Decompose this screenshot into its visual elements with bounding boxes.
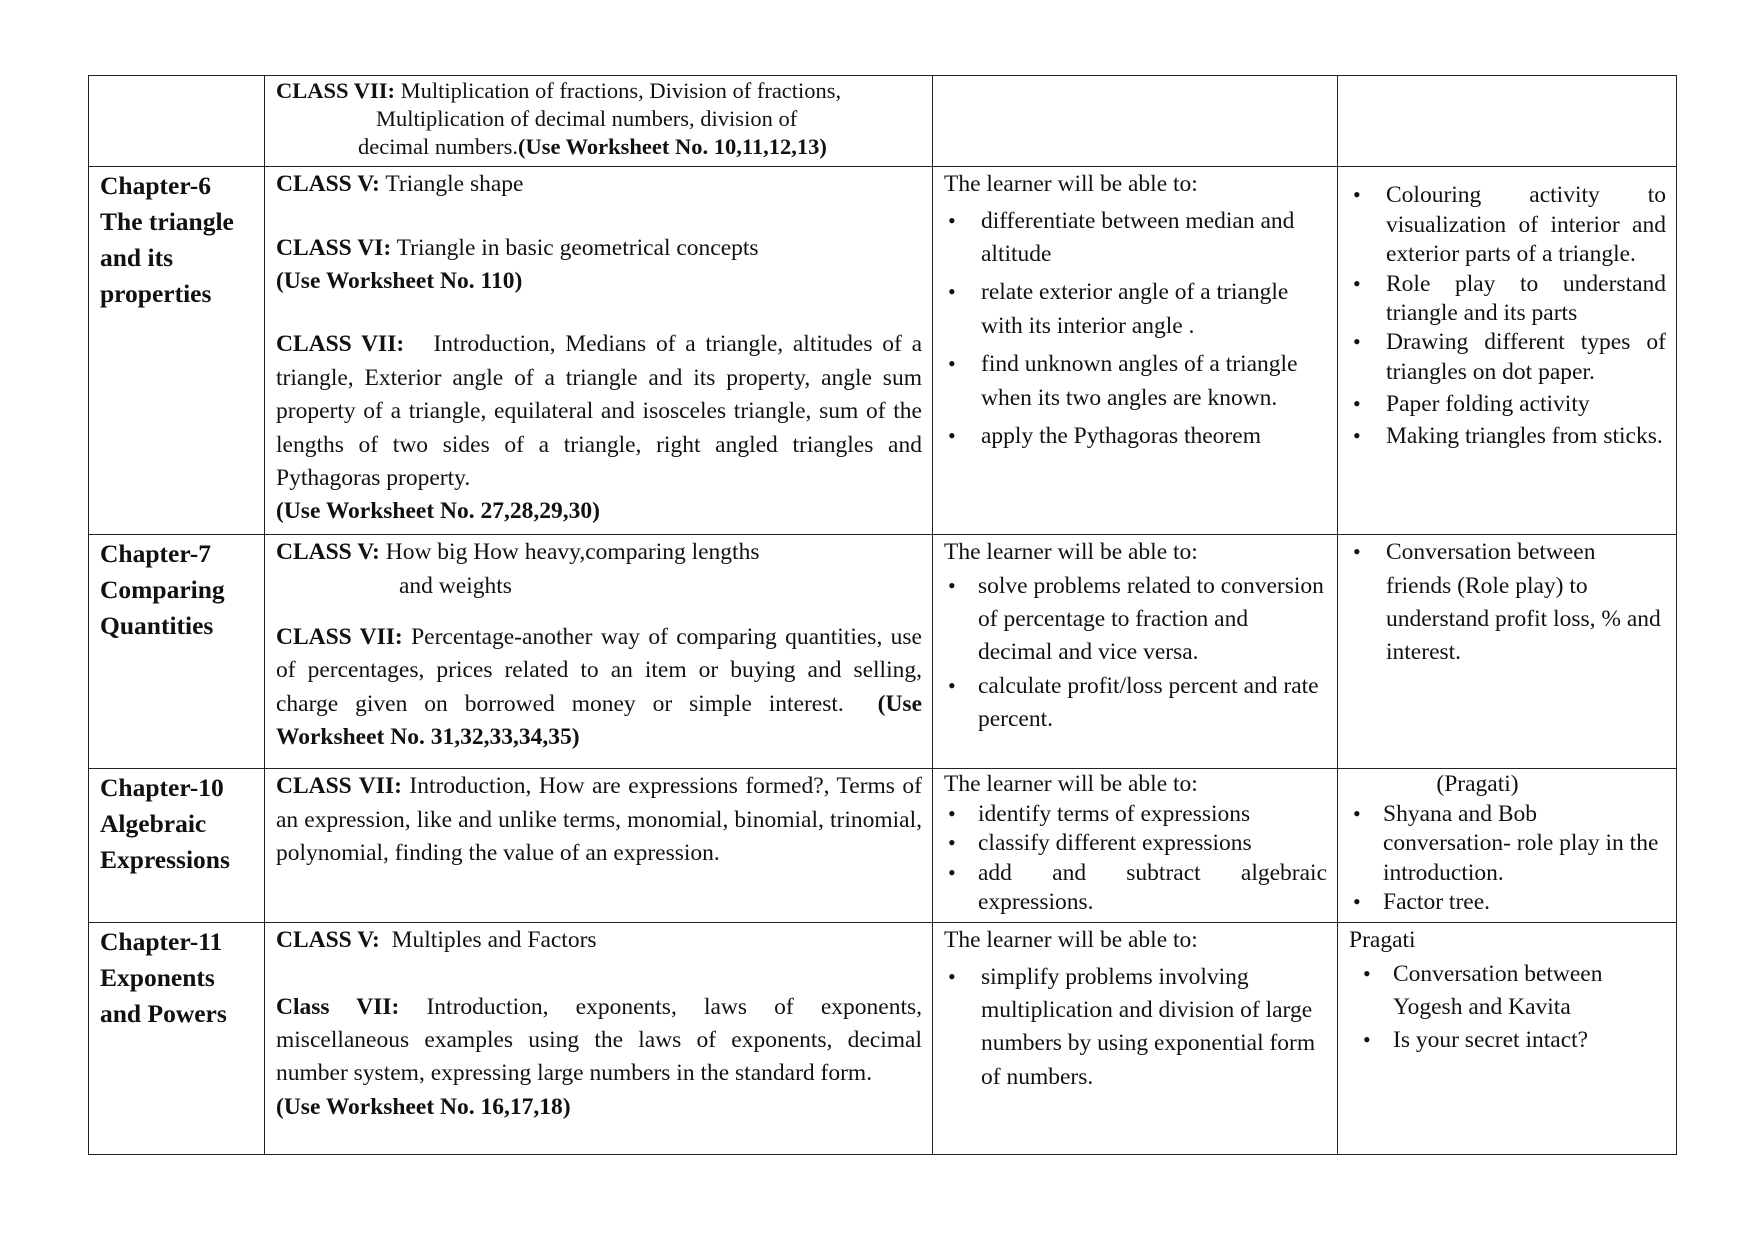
chapter-title: The triangle xyxy=(100,207,234,237)
list-item: • identify terms of expressions xyxy=(944,800,1327,829)
chapter-cell xyxy=(89,923,265,1155)
list-item: • classify different expressions xyxy=(944,829,1327,858)
class-label: CLASS V: xyxy=(276,539,380,566)
table-row xyxy=(89,535,1677,769)
content-text: Introduction, Medians of a triangle, altitudes of a triangle, Exterior angle of a triangle and its property, angle sum property of a triangle, equilateral and isosceles triangle, sum of the lengths of two sides of a triangle, right angled triangles and Pythagoras property. xyxy=(276,331,923,491)
list-item: • apply the Pythagoras theorem xyxy=(944,420,1327,453)
content-cell xyxy=(265,76,933,167)
list-item: • Shyana and Bob conversation- role play in the introduction. xyxy=(1349,800,1666,888)
content-text: Introduction, exponents, laws of exponents, miscellaneous examples using the laws of exponents, decimal number system, expressing large numbers in the standard form. xyxy=(276,993,923,1087)
list-item: • Making triangles from sticks. xyxy=(1349,422,1666,451)
activities-cell xyxy=(1338,76,1677,167)
chapter-cell xyxy=(89,535,265,769)
syllabus-table xyxy=(88,75,1677,1155)
content-text: Triangle in basic geometrical concepts xyxy=(396,234,759,261)
class-label: CLASS VII: xyxy=(276,773,402,800)
content-text: Triangle shape xyxy=(385,171,524,198)
content-text: Percentage-another way of comparing quantities, use of percentages, prices related to an item or buying and selling, charge given on borrowed money or simple interest. xyxy=(276,624,922,717)
activities-list xyxy=(1349,536,1666,669)
outcomes-cell xyxy=(933,769,1338,923)
class-label: CLASS V: xyxy=(276,927,380,954)
outcomes-cell xyxy=(933,535,1338,769)
chapter-title: Chapter-7 xyxy=(100,539,211,569)
outcomes-list xyxy=(944,570,1327,737)
chapter-cell xyxy=(89,76,265,167)
chapter-cell xyxy=(89,769,265,923)
outcomes-list xyxy=(944,205,1327,454)
chapter-title: Exponents xyxy=(100,963,215,993)
list-item: • Colouring activity to visualization of interior and exterior parts of a triangle. xyxy=(1349,181,1666,269)
outcomes-intro: The learner will be able to: xyxy=(944,927,1198,954)
list-item: • solve problems related to conversion of percentage to fraction and decimal and vice versa. xyxy=(944,570,1327,670)
table-row xyxy=(89,76,1677,167)
content-text: Multiplication of decimal numbers, division of xyxy=(376,106,798,132)
list-item: • Is your secret intact? xyxy=(1359,1024,1666,1057)
activities-heading: (Pragati) xyxy=(1436,771,1519,798)
content-text: and weights xyxy=(399,572,512,599)
list-item: • Role play to understand triangle and its parts xyxy=(1349,270,1666,329)
list-item: • find unknown angles of a triangle when its two angles are known. xyxy=(944,348,1327,415)
worksheet-note: (Use Worksheet No. 10,11,12,13) xyxy=(517,134,827,160)
chapter-title: properties xyxy=(100,279,212,309)
content-cell xyxy=(265,923,933,1155)
chapter-title: Algebraic xyxy=(100,809,207,839)
table-row xyxy=(89,923,1677,1155)
outcomes-cell xyxy=(933,923,1338,1155)
chapter-title: Chapter-11 xyxy=(100,927,223,957)
worksheet-note: (Use Worksheet No. 31,32,33,34,35) xyxy=(276,690,922,751)
list-item: • Conversation between friends (Role play) to understand profit loss, % and interest. xyxy=(1349,536,1666,669)
activities-cell xyxy=(1338,923,1677,1155)
outcomes-list xyxy=(944,800,1327,918)
worksheet-note: (Use Worksheet No. 16,17,18) xyxy=(276,1093,571,1120)
class-label: Class VII: xyxy=(276,993,400,1020)
chapter-title: Quantities xyxy=(100,611,214,641)
content-text: decimal numbers. xyxy=(358,134,518,160)
content-cell xyxy=(265,167,933,535)
outcomes-list xyxy=(944,961,1327,1094)
chapter-title: Chapter-10 xyxy=(100,773,224,803)
activities-cell xyxy=(1338,167,1677,535)
chapter-cell xyxy=(89,167,265,535)
outcomes-intro: The learner will be able to: xyxy=(944,539,1198,566)
content-text: Multiples and Factors xyxy=(391,927,597,954)
list-item: • Paper folding activity xyxy=(1349,390,1666,419)
table-row xyxy=(89,769,1677,923)
list-item: • simplify problems involving multiplication and division of large numbers by using exponential form of numbers. xyxy=(944,961,1327,1094)
chapter-title: Comparing xyxy=(100,575,225,605)
table-row xyxy=(89,167,1677,535)
list-item: • relate exterior angle of a triangle with its interior angle . xyxy=(944,276,1327,343)
worksheet-note: (Use Worksheet No. 110) xyxy=(276,268,523,295)
chapter-title: Expressions xyxy=(100,845,230,875)
list-item: • Factor tree. xyxy=(1349,888,1666,917)
list-item: • Drawing different types of triangles on dot paper. xyxy=(1349,328,1666,387)
worksheet-note: (Use Worksheet No. 27,28,29,30) xyxy=(276,498,600,525)
activities-list xyxy=(1349,958,1666,1058)
chapter-title: Chapter-6 xyxy=(100,171,211,201)
activities-list xyxy=(1349,800,1666,918)
outcomes-cell xyxy=(933,167,1338,535)
activities-cell xyxy=(1338,535,1677,769)
content-cell xyxy=(265,535,933,769)
content-text: How big How heavy,comparing lengths xyxy=(385,539,760,566)
content-text: Multiplication of fractions, Division of fractions, xyxy=(400,78,842,103)
list-item: • add and subtract algebraic expressions. xyxy=(944,859,1327,918)
class-label: CLASS VII: xyxy=(276,78,396,103)
class-label: CLASS V: xyxy=(276,171,380,198)
class-label: CLASS VII: xyxy=(276,624,403,651)
activities-heading: Pragati xyxy=(1349,927,1416,954)
outcomes-intro: The learner will be able to: xyxy=(944,771,1198,798)
chapter-title: and its xyxy=(100,243,173,273)
outcomes-cell xyxy=(933,76,1338,167)
content-text: Introduction, How are expressions formed?, Terms of an expression, like and unlike terms, monomial, binomial, trinomial, polynomial, finding the value of an expression. xyxy=(276,773,922,867)
class-label: CLASS VII: xyxy=(276,331,405,358)
content-cell xyxy=(265,769,933,923)
outcomes-intro: The learner will be able to: xyxy=(944,171,1198,198)
list-item: • differentiate between median and altitude xyxy=(944,205,1327,272)
chapter-title: and Powers xyxy=(100,999,227,1029)
activities-list xyxy=(1349,181,1666,451)
class-label: CLASS VI: xyxy=(276,234,392,261)
list-item: • calculate profit/loss percent and rate percent. xyxy=(944,670,1327,737)
activities-cell xyxy=(1338,769,1677,923)
list-item: • Conversation between Yogesh and Kavita xyxy=(1359,958,1666,1025)
